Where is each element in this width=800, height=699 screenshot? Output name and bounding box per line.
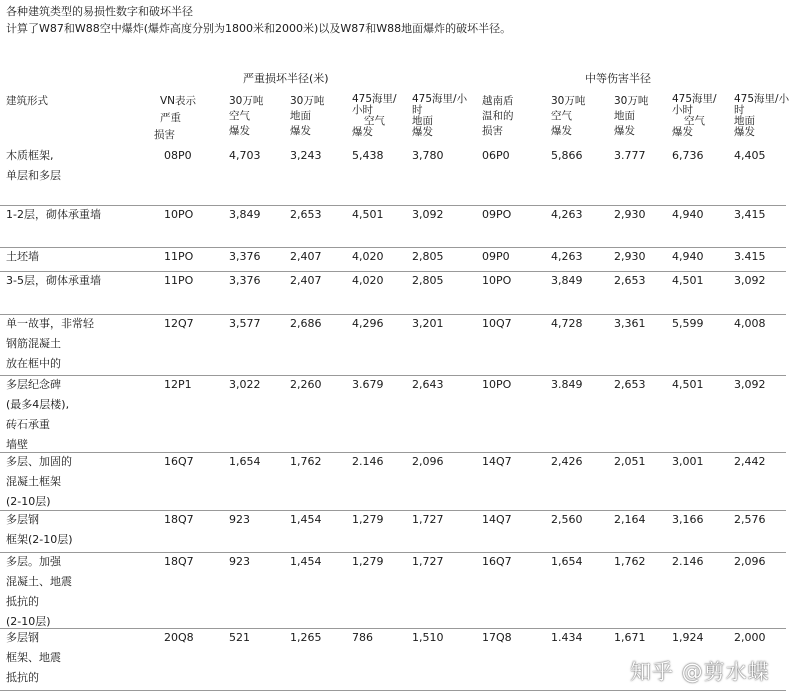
cell-s1: 3,849	[229, 208, 261, 221]
column-header-s3-line: 爆发	[352, 126, 373, 138]
cell-s4: 3,092	[412, 208, 444, 221]
column-header-mvn-line: 温和的	[482, 110, 514, 122]
row-building-type: 1-2层，砌体承重墙	[6, 208, 101, 221]
cell-m4: 2,096	[734, 555, 766, 568]
cell-mvn: 10PO	[482, 274, 512, 287]
row-building-type: 砖石承重	[6, 418, 50, 431]
cell-s3: 3.679	[352, 378, 384, 391]
cell-s4: 3,201	[412, 317, 444, 330]
column-header-s2-line: 地面	[290, 110, 311, 122]
cell-s3: 1,279	[352, 555, 384, 568]
cell-m1: 1,654	[551, 555, 583, 568]
cell-m2: 3.777	[614, 149, 646, 162]
column-header-s3-line: 空气	[364, 115, 385, 127]
column-header-vn-line: 严重	[160, 112, 181, 124]
cell-m3: 4,501	[672, 274, 704, 287]
column-header-m3-line: 爆发	[672, 126, 693, 138]
cell-s2: 1,454	[290, 513, 322, 526]
cell-s2: 2,407	[290, 274, 322, 287]
cell-vn: 11PO	[164, 250, 194, 263]
row-building-type: 墙壁	[6, 438, 28, 451]
cell-m4: 3,092	[734, 274, 766, 287]
cell-s1: 3,577	[229, 317, 261, 330]
cell-m2: 2,930	[614, 208, 646, 221]
watermark: 知乎 @剪水蝶	[630, 660, 770, 684]
cell-m3: 2.146	[672, 555, 704, 568]
cell-m3: 4,940	[672, 208, 704, 221]
cell-s2: 2,653	[290, 208, 322, 221]
cell-m1: 4,263	[551, 208, 583, 221]
column-header-s4-line: 爆发	[412, 126, 433, 138]
cell-vn: 12Q7	[164, 317, 194, 330]
column-header-m3-line: 空气	[684, 115, 705, 127]
cell-s4: 2,805	[412, 274, 444, 287]
cell-s3: 4,501	[352, 208, 384, 221]
cell-vn: 20Q8	[164, 631, 194, 644]
cell-m2: 2,164	[614, 513, 646, 526]
row-building-type: 抵抗的	[6, 595, 39, 608]
row-building-type: 多层、加固的	[6, 455, 72, 468]
cell-s1: 521	[229, 631, 250, 644]
row-building-type: 混凝土框架	[6, 475, 61, 488]
cell-m1: 5,866	[551, 149, 583, 162]
cell-s3: 4,020	[352, 250, 384, 263]
cell-m3: 4,940	[672, 250, 704, 263]
row-divider	[0, 690, 786, 691]
column-header-s3-line: 475海里/	[352, 93, 397, 105]
row-building-type: (2-10层)	[6, 615, 51, 628]
column-header-s4-line: 475海里/小	[412, 93, 468, 105]
cell-s2: 2,260	[290, 378, 322, 391]
cell-mvn: 09PO	[482, 208, 512, 221]
cell-vn: 18Q7	[164, 513, 194, 526]
column-header-building: 建筑形式	[6, 95, 48, 107]
cell-mvn: 06P0	[482, 149, 510, 162]
cell-mvn: 16Q7	[482, 555, 512, 568]
cell-m1: 1.434	[551, 631, 583, 644]
column-header-m3-line: 小时	[672, 104, 693, 116]
cell-m2: 1,671	[614, 631, 646, 644]
cell-m1: 3,849	[551, 274, 583, 287]
row-building-type: 3-5层，砌体承重墙	[6, 274, 101, 287]
column-header-vn-line: 损害	[154, 129, 175, 141]
cell-m1: 4,263	[551, 250, 583, 263]
row-building-type: 多层钢	[6, 513, 39, 526]
cell-s1: 923	[229, 513, 250, 526]
column-header-mvn-line: 损害	[482, 125, 503, 137]
cell-mvn: 14Q7	[482, 455, 512, 468]
moderate-damage-group-header: 中等伤害半径	[585, 72, 651, 85]
column-header-vn-line: VN表示	[160, 95, 197, 107]
cell-s1: 3,376	[229, 250, 261, 263]
row-building-type: 框架(2-10层)	[6, 533, 73, 546]
column-header-s1-line: 30万吨	[229, 95, 264, 107]
cell-mvn: 14Q7	[482, 513, 512, 526]
row-building-type: 单一故事，非常轻	[6, 317, 94, 330]
cell-s2: 1,762	[290, 455, 322, 468]
cell-vn: 12P1	[164, 378, 192, 391]
cell-m4: 4,008	[734, 317, 766, 330]
column-header-m4-line: 475海里/小	[734, 93, 790, 105]
cell-s3: 4,296	[352, 317, 384, 330]
cell-m3: 6,736	[672, 149, 704, 162]
cell-vn: 10PO	[164, 208, 194, 221]
cell-m1: 2,426	[551, 455, 583, 468]
cell-s3: 786	[352, 631, 373, 644]
cell-s1: 923	[229, 555, 250, 568]
cell-mvn: 10PO	[482, 378, 512, 391]
column-header-m1-line: 爆发	[551, 125, 572, 137]
column-header-s4-line: 地面	[412, 115, 433, 127]
cell-m4: 3.415	[734, 250, 766, 263]
cell-m4: 2,000	[734, 631, 766, 644]
severe-damage-group-header: 严重损坏半径(米)	[243, 72, 329, 85]
cell-m2: 2,051	[614, 455, 646, 468]
cell-m4: 2,442	[734, 455, 766, 468]
cell-s4: 2,096	[412, 455, 444, 468]
cell-s1: 3,022	[229, 378, 261, 391]
cell-m1: 3.849	[551, 378, 583, 391]
column-header-mvn-line: 越南盾	[482, 95, 514, 107]
cell-s3: 2.146	[352, 455, 384, 468]
row-building-type: 木质框架,	[6, 149, 54, 162]
column-header-m1-line: 30万吨	[551, 95, 586, 107]
cell-m2: 2,653	[614, 378, 646, 391]
cell-m2: 2,930	[614, 250, 646, 263]
cell-s4: 1,727	[412, 555, 444, 568]
page-title: 各种建筑类型的易损性数字和破坏半径	[6, 5, 193, 18]
cell-s2: 2,407	[290, 250, 322, 263]
row-building-type: 钢筋混凝土	[6, 337, 61, 350]
row-building-type: 框架、地震	[6, 651, 61, 664]
cell-s3: 1,279	[352, 513, 384, 526]
column-header-m2-line: 30万吨	[614, 95, 649, 107]
column-header-s1-line: 爆发	[229, 125, 250, 137]
cell-s1: 4,703	[229, 149, 261, 162]
row-building-type: 多层钢	[6, 631, 39, 644]
column-header-s3-line: 小时	[352, 104, 373, 116]
column-header-s4-line: 时	[412, 104, 423, 116]
row-building-type: 多层。加强	[6, 555, 61, 568]
cell-s2: 1,265	[290, 631, 322, 644]
cell-s3: 4,020	[352, 274, 384, 287]
cell-m2: 1,762	[614, 555, 646, 568]
cell-vn: 16Q7	[164, 455, 194, 468]
cell-m2: 2,653	[614, 274, 646, 287]
cell-mvn: 10Q7	[482, 317, 512, 330]
cell-m4: 3,092	[734, 378, 766, 391]
cell-mvn: 09P0	[482, 250, 510, 263]
cell-m1: 2,560	[551, 513, 583, 526]
cell-m3: 3,001	[672, 455, 704, 468]
row-building-type: 土坯墙	[6, 250, 39, 263]
cell-m3: 1,924	[672, 631, 704, 644]
row-building-type: 单层和多层	[6, 169, 61, 182]
column-header-s1-line: 空气	[229, 110, 250, 122]
cell-s2: 3,243	[290, 149, 322, 162]
column-header-m4-line: 爆发	[734, 126, 755, 138]
cell-vn: 11PO	[164, 274, 194, 287]
row-building-type: 多层纪念碑	[6, 378, 61, 391]
column-header-m4-line: 地面	[734, 115, 755, 127]
column-header-m3-line: 475海里/	[672, 93, 717, 105]
column-header-s2-line: 爆发	[290, 125, 311, 137]
page-subtitle: 计算了W87和W88空中爆炸(爆炸高度分别为1800米和2000米)以及W87和W88地面爆炸的破坏半径。	[6, 22, 512, 35]
cell-m4: 4,405	[734, 149, 766, 162]
cell-s1: 1,654	[229, 455, 261, 468]
row-building-type: (最多4层楼),	[6, 398, 70, 411]
cell-s4: 3,780	[412, 149, 444, 162]
row-building-type: 混凝土、地震	[6, 575, 72, 588]
cell-s4: 2,805	[412, 250, 444, 263]
cell-m3: 4,501	[672, 378, 704, 391]
cell-m3: 3,166	[672, 513, 704, 526]
column-header-m2-line: 地面	[614, 110, 635, 122]
cell-m4: 3,415	[734, 208, 766, 221]
cell-m3: 5,599	[672, 317, 704, 330]
cell-mvn: 17Q8	[482, 631, 512, 644]
column-header-m2-line: 爆发	[614, 125, 635, 137]
cell-s2: 1,454	[290, 555, 322, 568]
row-building-type: (2-10层)	[6, 495, 51, 508]
cell-m2: 3,361	[614, 317, 646, 330]
cell-s4: 2,643	[412, 378, 444, 391]
row-building-type: 放在框中的	[6, 357, 61, 370]
cell-s1: 3,376	[229, 274, 261, 287]
column-header-m1-line: 空气	[551, 110, 572, 122]
row-building-type: 抵抗的	[6, 671, 39, 684]
column-header-s2-line: 30万吨	[290, 95, 325, 107]
cell-s4: 1,510	[412, 631, 444, 644]
cell-vn: 08P0	[164, 149, 192, 162]
cell-m1: 4,728	[551, 317, 583, 330]
cell-s3: 5,438	[352, 149, 384, 162]
cell-m4: 2,576	[734, 513, 766, 526]
column-header-m4-line: 时	[734, 104, 745, 116]
cell-s2: 2,686	[290, 317, 322, 330]
cell-s4: 1,727	[412, 513, 444, 526]
cell-vn: 18Q7	[164, 555, 194, 568]
